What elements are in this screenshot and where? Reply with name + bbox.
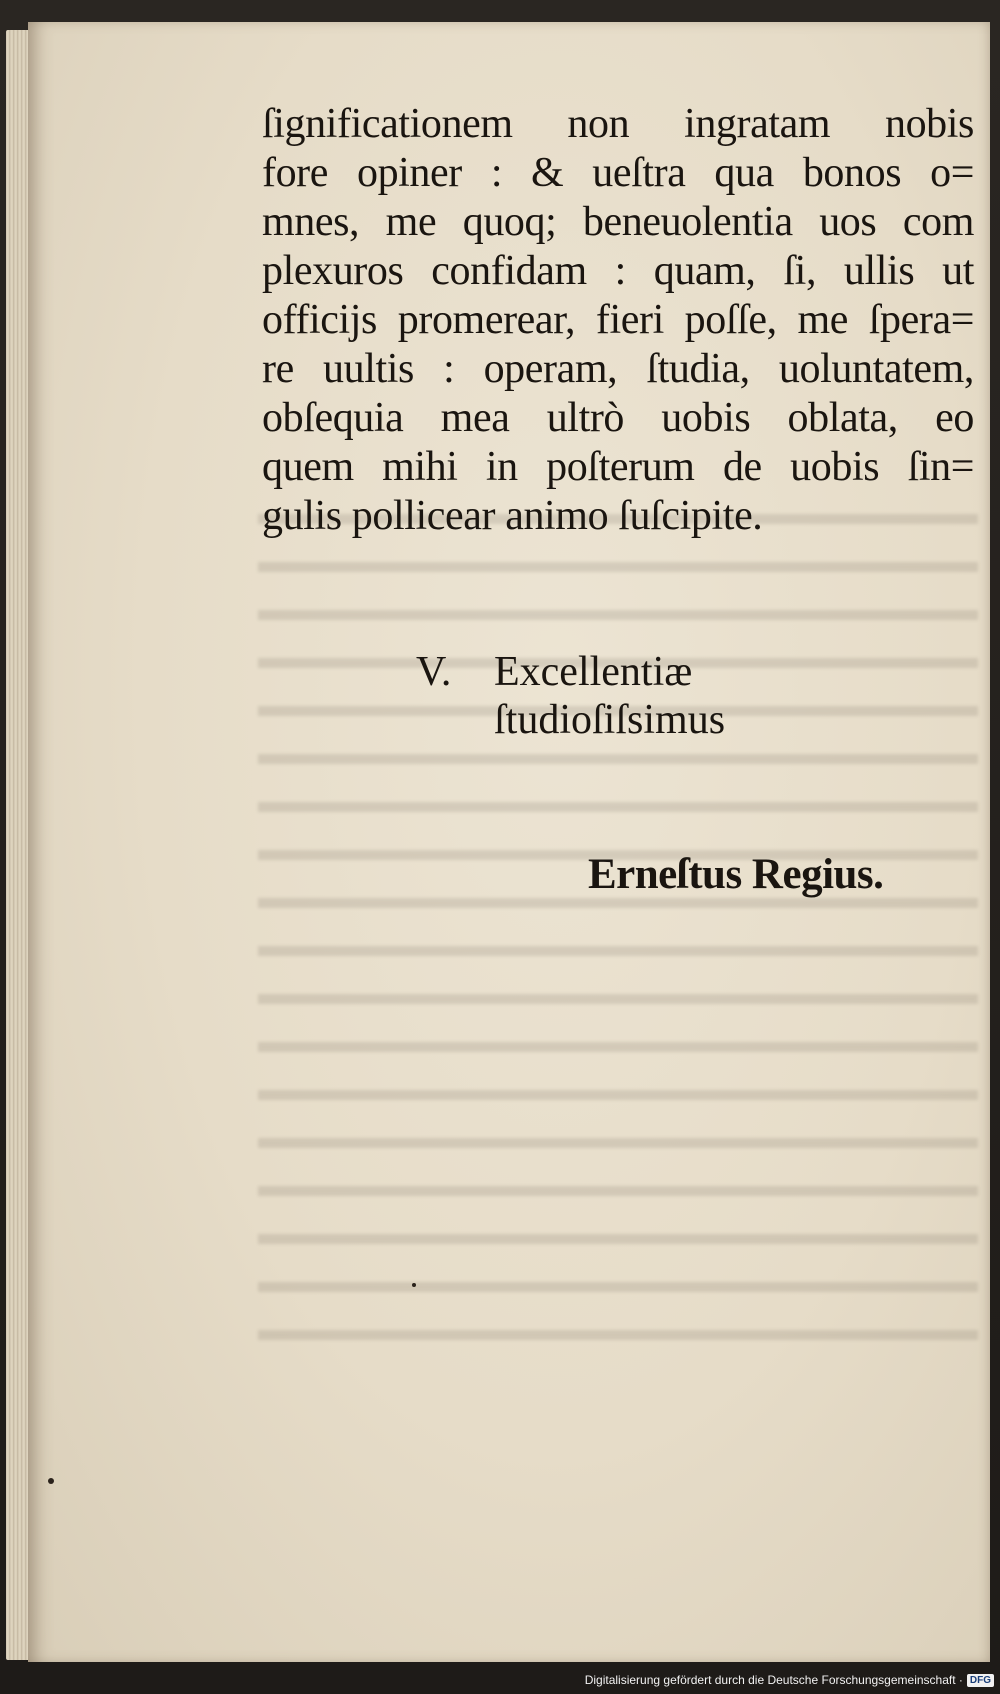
text-line: plexuros confidam : quam, ſi, ullis ut — [262, 248, 974, 294]
ink-speck — [48, 1478, 54, 1484]
footer-text: Digitalisierung gefördert durch die Deutsche Forschungsgemeinschaft · — [584, 1673, 963, 1687]
closing-initial: V. — [416, 649, 452, 695]
closing-line-1: Excellentiæ — [494, 649, 693, 695]
text-line: ſignificationem non ingratam nobis — [262, 101, 974, 147]
text-line: officijs promerear, fieri poſſe, me ſpera= — [262, 297, 974, 343]
closing-line-2: ſtudioſiſsimus — [494, 697, 726, 743]
show-through-text — [258, 490, 978, 1350]
body-text — [262, 100, 974, 541]
dfg-logo: DFG — [967, 1674, 994, 1687]
text-line: quem mihi in poſterum de uobis ſin= — [262, 444, 974, 490]
digitization-footer — [585, 1670, 994, 1690]
text-line: re uultis : operam, ſtudia, uoluntatem, — [262, 346, 974, 392]
text-line: mnes, me quoq; beneuolentia uos com — [262, 199, 974, 245]
text-line: obſequia mea ultrò uobis oblata, eo — [262, 395, 974, 441]
text-line: gulis pollicear animo ſuſcipite. — [262, 493, 763, 539]
signature: Erneſtus Regius. — [588, 851, 884, 898]
closing-formula — [416, 648, 725, 744]
ink-speck — [412, 1283, 416, 1287]
text-line: fore opiner : & ueſtra qua bonos o= — [262, 150, 974, 196]
